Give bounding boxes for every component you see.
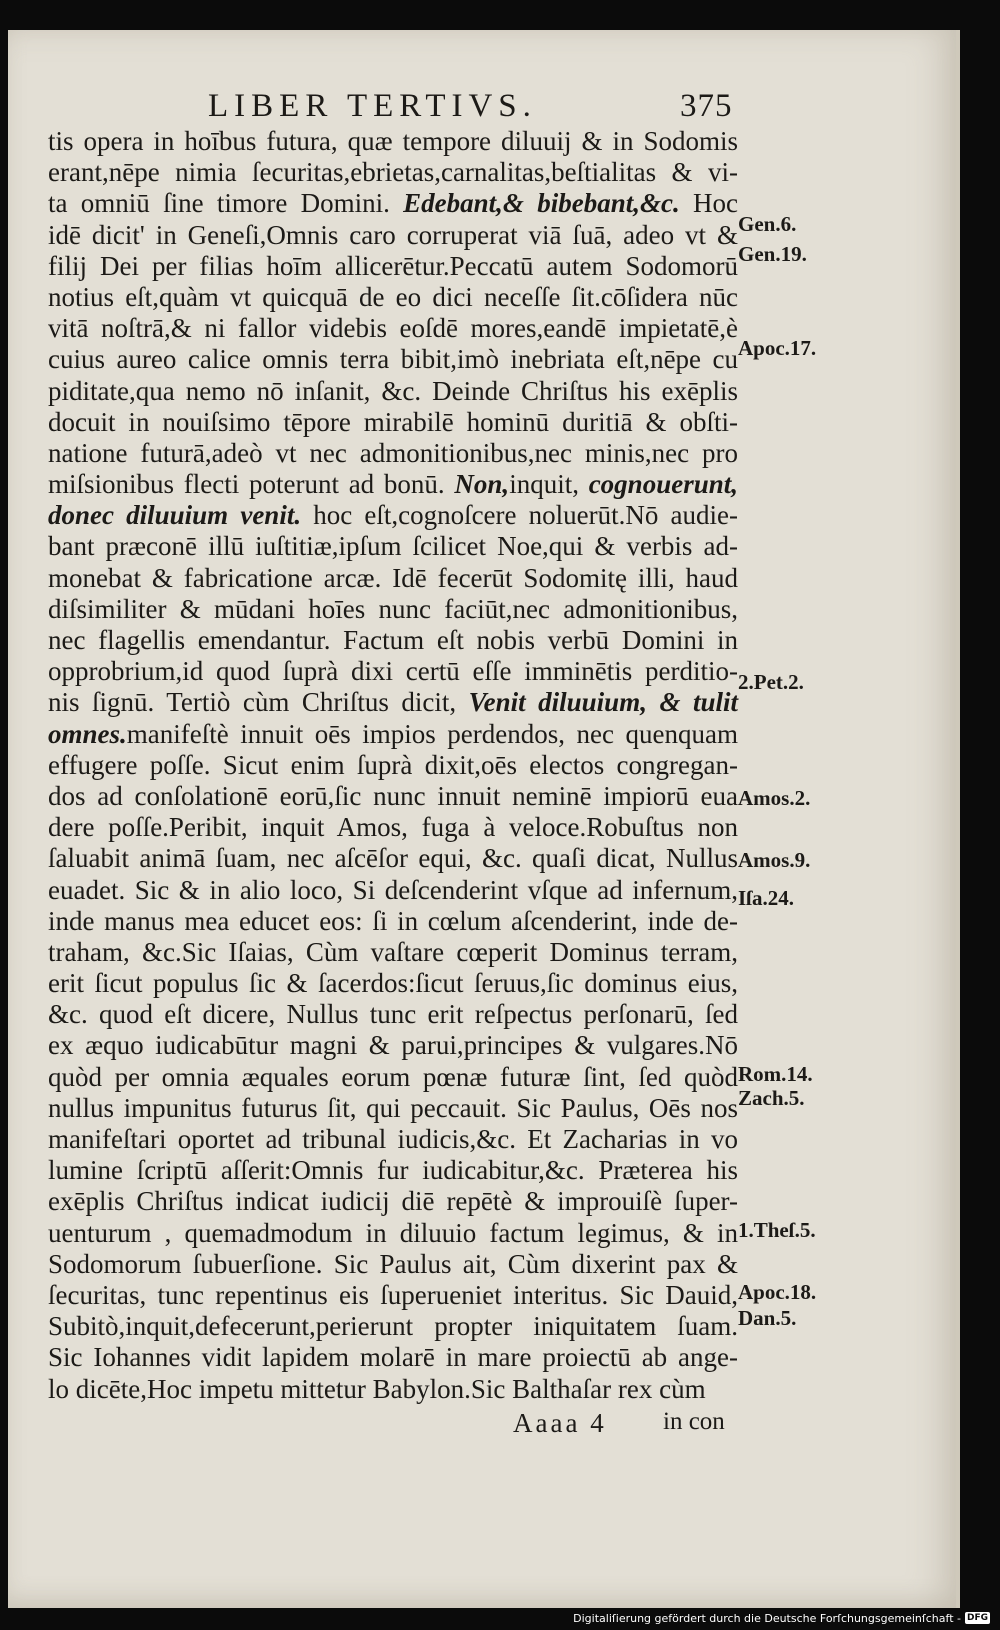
margin-reference: Iſa.24.: [738, 886, 795, 910]
italic-quote: Venit diluuium, & tulit: [468, 687, 738, 718]
text-line: notius eſt,quàm vt quicquā de eo dici neceſſe ſit.cōſidera nūc: [48, 281, 738, 312]
text-line: vitā noſtrā,& ni fallor videbis eoſdē mores,eandē impietatē,è: [48, 313, 738, 344]
text-line: uenturum , quemadmodum in diluuio factum legimus, & in: [48, 1217, 738, 1248]
text-line: traham, &c.Sic Iſaias, Cùm vaſtare cœperit Dominus terram,: [48, 936, 738, 967]
margin-reference: 2.Pet.2.: [738, 670, 804, 694]
text-line: filij Dei per filias hoīm allicerētur.Peccatū autem Sodomorū: [48, 250, 738, 281]
margin-reference: Apoc.17.: [738, 336, 817, 360]
footer-text: Digitaliſierung gefördert durch die Deutsche Forſchungsgemeinſchaft -: [573, 1611, 961, 1625]
text-line: nullus impunitus futurus ſit, qui peccauit. Sic Paulus, Oēs nos: [48, 1092, 738, 1123]
text-segment: hoc eſt,cognoſcere noluerūt.Nō audie-: [301, 500, 738, 531]
text-line: Sic Iohannes vidit lapidem molarē in mare proiectū ab ange-: [48, 1342, 738, 1373]
margin-reference: Dan.5.: [738, 1306, 797, 1330]
text-line: erant,nēpe nimia ſecuritas,ebrietas,carnalitas,beſtialitas & vi-: [48, 157, 738, 188]
text-line: [48, 719, 738, 750]
text-line: quòd per omnia æquales eorum pœnæ futuræ ſint, ſed quòd: [48, 1061, 738, 1092]
text-segment: inquit,: [509, 469, 589, 500]
text-line: idē dicit' in Geneſi,Omnis caro corruperat viā ſuā, adeo vt &: [48, 219, 738, 250]
text-line: cuius aureo calice omnis terra bibit,imò inebriata eſt,nēpe cu: [48, 344, 738, 375]
text-segment: Hoc: [679, 188, 738, 219]
text-line: ſecuritas, tunc repentinus eis ſuperueniet interitus. Sic Dauid,: [48, 1279, 738, 1310]
dfg-logo: DFG: [966, 1613, 988, 1623]
margin-reference: Gen.6.: [738, 212, 797, 236]
text-line: ex æquo iudicabūtur magni & parui,principes & vulgares.Nō: [48, 1030, 738, 1061]
running-title: LIBER TERTIVS.: [208, 88, 537, 124]
text-line: manifeſtari oportet ad tribunal iudicis,&c. Et Zacharias in vo: [48, 1124, 738, 1154]
main-text: [48, 126, 738, 1405]
text-line: nec flagellis emendantur. Factum eſt nobis verbū Domini in: [48, 625, 738, 655]
text-line: [48, 687, 738, 718]
text-segment: ta omniū ſine timore Domini.: [48, 188, 404, 219]
margin-reference: Gen.19.: [738, 242, 807, 266]
margin-reference: Amos.9.: [738, 848, 811, 872]
text-line: monebat & fabricatione arcæ. Idē fecerūt Sodomitę illi, haud: [48, 562, 738, 593]
text-line: Subitò,inquit,defecerunt,perierunt propter iniquitatem ſuam.: [48, 1311, 738, 1342]
running-header: [208, 88, 808, 124]
text-line: erit ſicut populus ſic & ſacerdos:ſicut ſeruus,ſic dominus eius,: [48, 968, 738, 999]
digitization-footer: [573, 1610, 990, 1626]
text-line: Sodomorum ſubuerſione. Sic Paulus ait, Cùm dixerint pax &: [48, 1248, 738, 1279]
italic-quote: donec diluuium venit.: [48, 500, 302, 531]
text-line: [48, 500, 738, 531]
book-page: [8, 30, 960, 1608]
text-line: exēplis Chriſtus indicat iudicij diē repētè & improuiſè ſuper-: [48, 1186, 738, 1217]
margin-reference: 1.Theſ.5.: [738, 1218, 816, 1242]
italic-quote: cognouerunt,: [588, 469, 738, 500]
text-segment: miſsionibus flecti poterunt ad bonū.: [48, 469, 455, 500]
margin-reference: Amos.2.: [738, 786, 811, 810]
text-line: opprobrium,id quod ſuprà dixi certū eſſe imminētis perditio-: [48, 656, 738, 687]
page-number: 375: [680, 88, 733, 124]
text-line: euadet. Sic & in alio loco, Si deſcenderint vſque ad infernum,: [48, 874, 738, 905]
signature-mark: Aaaa 4: [513, 1408, 607, 1438]
text-line: &c. quod eſt dicere, Nullus tunc erit reſpectus perſonarū, ſed: [48, 999, 738, 1030]
text-line: tis opera in hoībus futura, quæ tempore diluuij & in Sodomis: [48, 126, 738, 156]
text-line: diſsimiliter & mūdani hoīes nunc faciūt,nec admonitionibus,: [48, 593, 738, 624]
margin-reference: Rom.14.: [738, 1062, 813, 1086]
text-line: natione futurā,adeò vt nec admonitionibus,nec minis,nec pro: [48, 437, 738, 468]
italic-quote: omnes.: [48, 718, 127, 749]
text-line: [48, 469, 738, 500]
text-line: docuit in nouiſsimo tēpore mirabilē hominū duritiā & obſti-: [48, 406, 738, 437]
text-line: piditate,qua nemo nō inſanit, &c. Deinde Chriſtus his exēplis: [48, 375, 738, 406]
text-line: ſaluabit animā ſuam, nec aſcēſor equi, &c. quaſi dicat, Nullus: [48, 843, 738, 874]
text-line: dere poſſe.Peribit, inquit Amos, fuga à veloce.Robuſtus non: [48, 812, 738, 843]
text-line: bant præconē illū iuſtitiæ,ipſum ſcilicet Noe,qui & verbis ad-: [48, 531, 738, 562]
italic-quote: Edebant,& bibebant,&c.: [403, 188, 680, 219]
text-line: effugere poſſe. Sicut enim ſuprà dixit,oēs electos congregan-: [48, 749, 738, 780]
margin-reference: Apoc.18.: [738, 1280, 817, 1304]
catchword: in con: [663, 1408, 725, 1435]
text-segment: manifeſtè innuit oēs impios perdendos, nec quenquam: [126, 718, 738, 749]
text-line: lumine ſcriptū aſſerit:Omnis fur iudicabitur,&c. Præterea his: [48, 1155, 738, 1186]
text-line: lo dicēte,Hoc impetu mittetur Babylon.Sic Balthaſar rex cùm: [48, 1373, 706, 1404]
text-line: dos ad conſolationē eorū,ſic nunc innuit neminē impiorū eua: [48, 780, 738, 811]
text-segment: nis ſignū. Tertiò cùm Chriſtus dicit,: [48, 687, 469, 718]
margin-reference: Zach.5.: [738, 1086, 805, 1110]
text-line: [48, 188, 738, 219]
text-line: inde manus mea educet eos: ſi in cœlum aſcenderint, inde de-: [48, 905, 738, 936]
italic-quote: Non,: [454, 469, 510, 500]
